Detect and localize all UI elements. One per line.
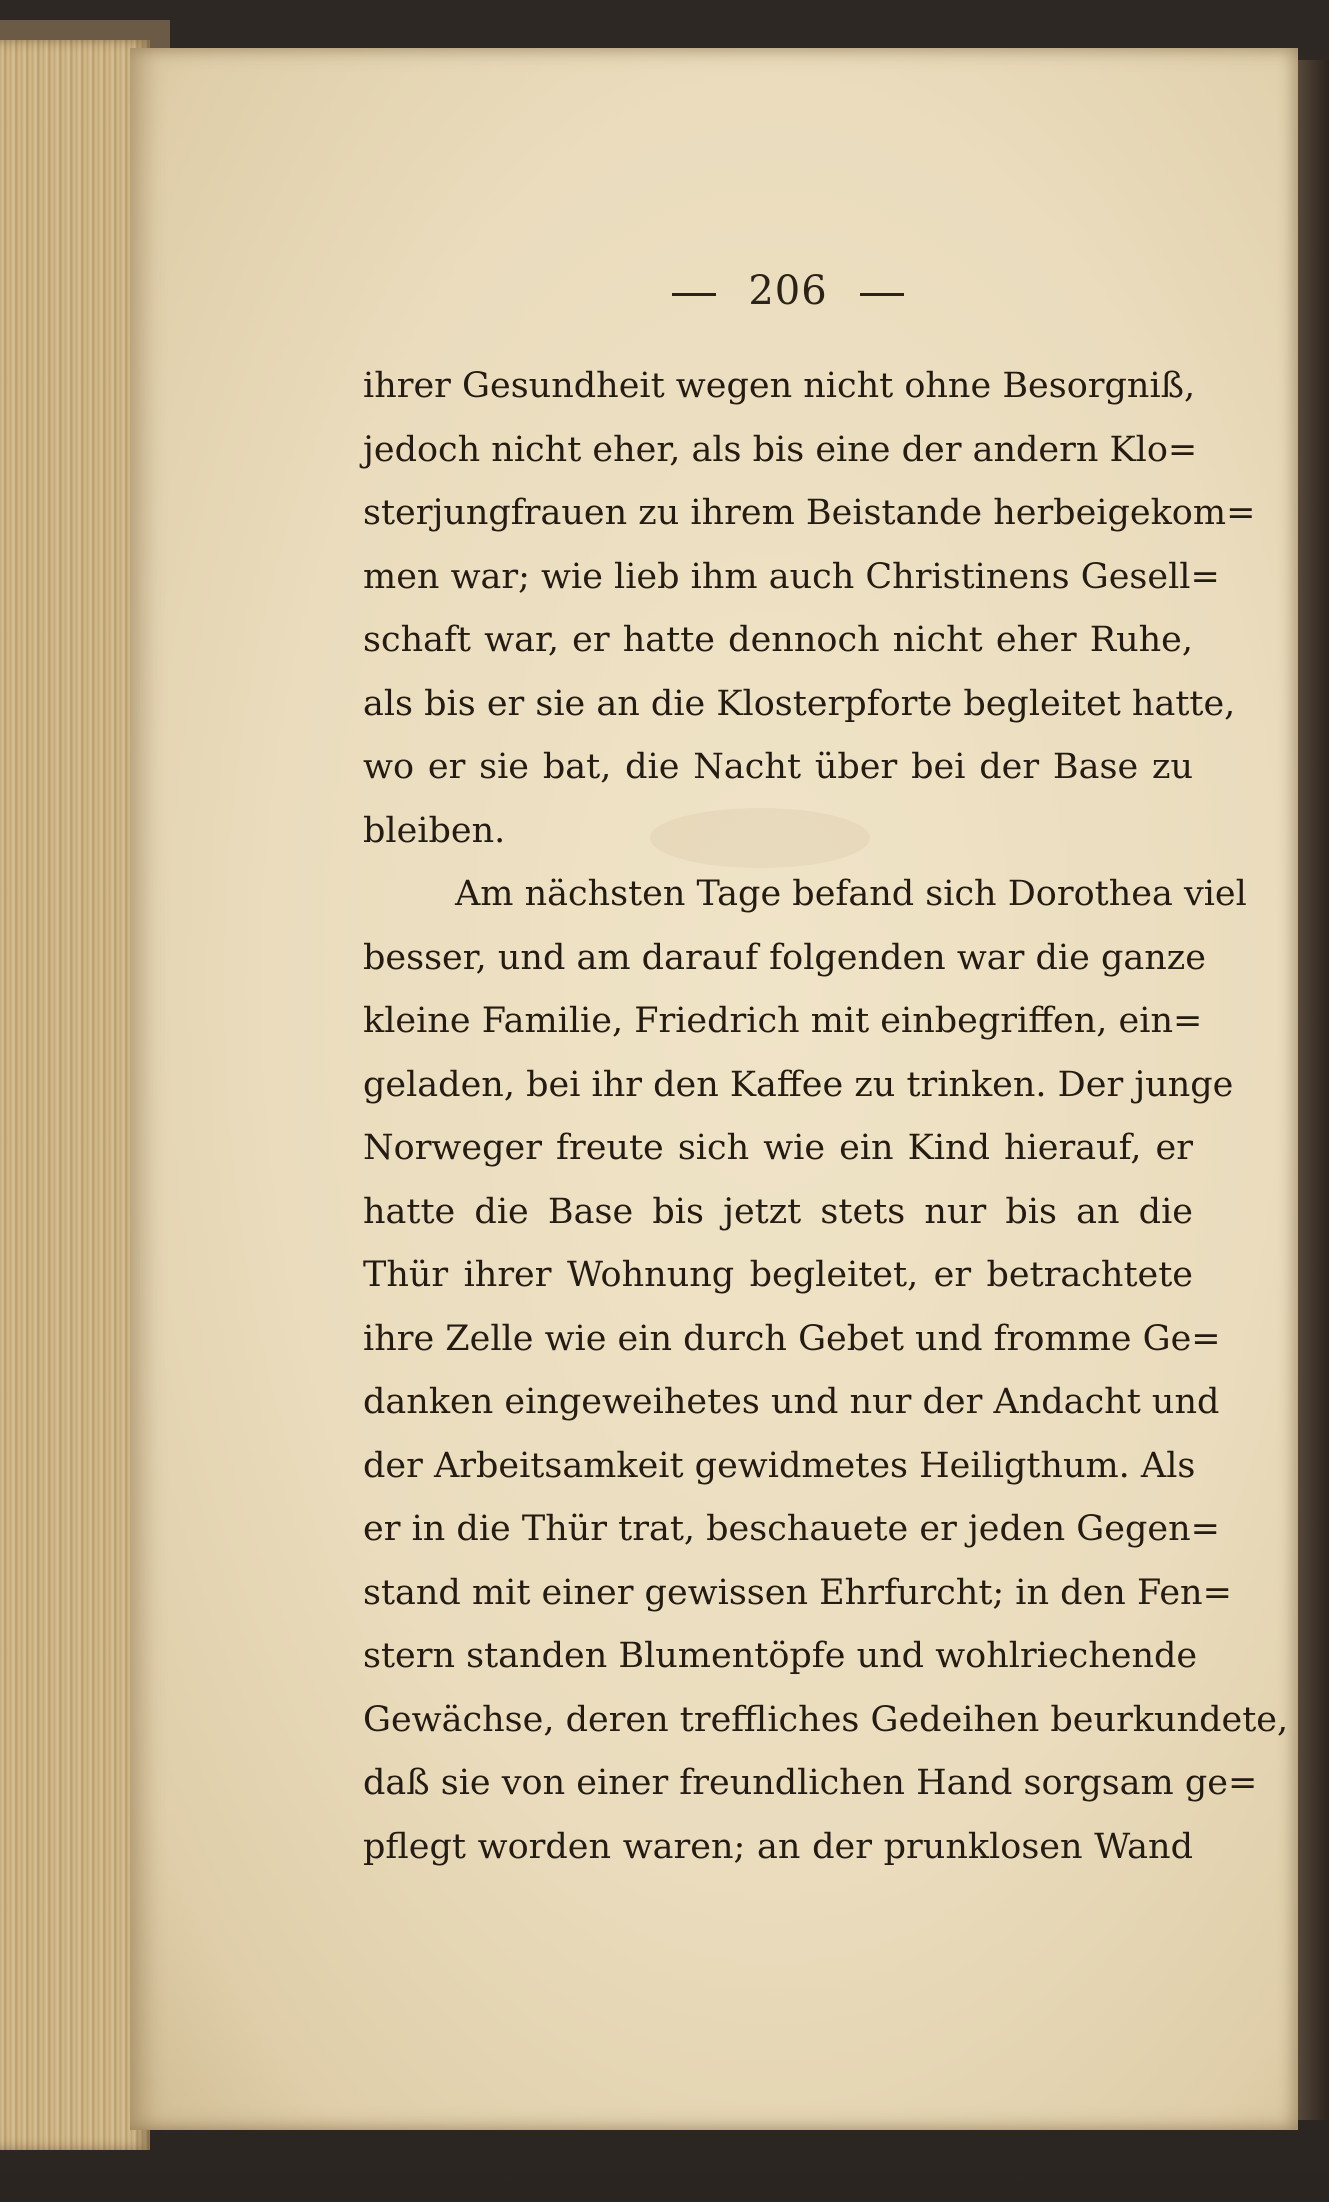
page-number-value: 206 [748, 268, 828, 314]
text-line: der Arbeitsamkeit gewidmetes Heiligthum. Als [363, 1445, 1196, 1486]
text-line: sterjungfrauen zu ihrem Beistande herbeigekom= [363, 493, 1256, 533]
text-line: geladen, bei ihr den Kaffee zu trinken. Der junge [363, 1064, 1234, 1105]
text-line: pflegt worden waren; an der prunklosen Wand [363, 1826, 1193, 1867]
text-line: stern standen Blumentöpfe und wohlriechende [363, 1636, 1198, 1676]
book-binding [1295, 60, 1329, 2120]
text-line-paragraph-end: bleiben. [363, 810, 506, 851]
text-line: Thür ihrer Wohnung begleitet, er betrachtete [363, 1255, 1193, 1295]
text-line: daß sie von einer freundlichen Hand sorgsam ge= [363, 1763, 1258, 1803]
text-line: men war; wie lieb ihm auch Christinens Gesell= [363, 556, 1220, 597]
page-number-dash-left [672, 293, 716, 296]
page-number [638, 268, 938, 314]
text-line: schaft war, er hatte dennoch nicht eher Ruhe, [363, 620, 1193, 660]
text-line: als bis er sie an die Klosterpforte begleitet hatte, [363, 683, 1236, 724]
page-number-dash-right [860, 293, 904, 296]
body-text [363, 355, 1289, 1879]
text-line: wo er sie bat, die Nacht über bei der Base zu [363, 747, 1193, 787]
text-line: danken eingeweihetes und nur der Andacht und [363, 1382, 1220, 1422]
text-line: Gewächse, deren treffliches Gedeihen beurkundete, [363, 1699, 1289, 1740]
page-edges [0, 40, 150, 2150]
text-line: ihre Zelle wie ein durch Gebet und fromme Ge= [363, 1318, 1221, 1359]
text-line: hatte die Base bis jetzt stets nur bis an die [363, 1191, 1193, 1232]
text-line: Norweger freute sich wie ein Kind hierauf, er [363, 1128, 1193, 1168]
text-line: kleine Familie, Friedrich mit einbegriffen, ein= [363, 1001, 1203, 1041]
text-line: er in die Thür trat, beschauete er jeden Gegen= [363, 1509, 1220, 1549]
text-line: stand mit einer gewissen Ehrfurcht; in den Fen= [363, 1572, 1232, 1613]
text-line-paragraph-start: Am nächsten Tage befand sich Dorothea viel [455, 874, 1247, 914]
text-line: besser, und am darauf folgenden war die ganze [363, 937, 1206, 978]
text-line: ihrer Gesundheit wegen nicht ohne Besorgniß, [363, 366, 1196, 406]
text-line: jedoch nicht eher, als bis eine der andern Klo= [363, 429, 1198, 470]
